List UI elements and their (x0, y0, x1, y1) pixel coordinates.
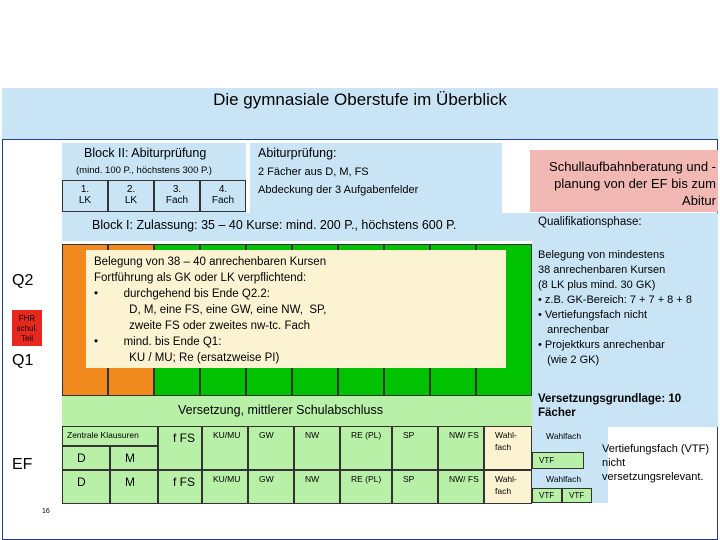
ef-cell: KU/MU (202, 426, 248, 470)
qualiphase-line: • Vertiefungsfach nicht (538, 309, 648, 321)
qualiphase-line: (wie 2 GK) (538, 354, 600, 366)
ef-grid (62, 426, 610, 504)
qualiphase-line: 38 anrechenbaren Kursen (538, 264, 666, 276)
beratung-text: Schullaufbahnberatung und -planung von der EF bis zum Abitur (549, 159, 716, 208)
fhr-badge: FHR schul. Teil (12, 310, 42, 346)
wahlfach-label-2: Wahlfach (546, 474, 582, 484)
block2-heading: Block II: Abiturprüfung (84, 146, 207, 160)
ef-cell: GW (248, 426, 294, 470)
center-note-line: KU / MU; Re (ersatzweise PI) (94, 352, 280, 364)
vtf-cell-3: VTF (562, 488, 592, 503)
ef-cell: M (110, 446, 158, 470)
page-title: Die gymnasiale Oberstufe im Überblick (213, 90, 507, 109)
vertiefung-note: Vertiefungsfach (VTF) nicht versetzungsrelevant. (602, 443, 709, 483)
ef-cell: f FS (158, 426, 202, 470)
ef-cell: Wahl-fach (484, 470, 532, 504)
ef-cell: Wahl-fach (484, 426, 532, 470)
abitur-heading: Abiturprüfung: (258, 146, 337, 160)
block2-sub: (mind. 100 P., höchstens 300 P.) (76, 165, 212, 176)
qualiphase-heading: Qualifikationsphase: (538, 216, 642, 228)
qualiphase-line: Belegung von mindestens (538, 249, 665, 261)
ef-cell: KU/MU (202, 470, 248, 504)
abitur-line1: 2 Fächer aus D, M, FS (258, 166, 369, 178)
center-note-line: Belegung von 38 – 40 anrechenbaren Kursen (94, 256, 327, 268)
wahlfach-label-1: Wahlfach (546, 431, 582, 441)
zentrale-klausuren: Zentrale Klausuren (62, 426, 158, 446)
ef-cell: M (110, 470, 158, 504)
vtf-cell-2: VTF (532, 488, 562, 503)
qualiphase-line: (8 LK plus mind. 30 GK) (538, 279, 656, 291)
ef-cell: SP (392, 470, 438, 504)
center-note-line: Fortführung als GK oder LK verpflichtend: (94, 272, 307, 284)
ef-cell: SP (392, 426, 438, 470)
versetzung-label: Versetzung, mittlerer Schulabschluss (178, 403, 383, 417)
center-note-line: D, M, eine FS, eine GW, eine NW, SP, (94, 304, 327, 316)
abitur-line2: Abdeckung der 3 Aufgabenfelder (258, 184, 419, 196)
label-ef: EF (12, 456, 33, 473)
ef-cell: D (62, 446, 110, 470)
ef-cell: f FS (158, 470, 202, 504)
ef-cell: NW/ FS (438, 426, 484, 470)
ef-cell: NW (294, 426, 340, 470)
versetzungsgrundlage-text: Versetzungsgrundlage: 10 Fächer (538, 393, 682, 419)
qualiphase-line: • z.B. GK-Bereich: 7 + 7 + 8 + 8 (538, 294, 692, 306)
ef-cell: RE (PL) (340, 426, 392, 470)
ef-cell: GW (248, 470, 294, 504)
block2-col-2: 2. LK (108, 180, 154, 212)
label-q2: Q2 (12, 272, 34, 289)
center-note-line: zweite FS oder zweites nw-tc. Fach (94, 320, 311, 332)
page-number: 16 (42, 508, 50, 515)
ef-cell: D (62, 470, 110, 504)
qualiphase-line: anrechenbar (538, 324, 609, 336)
block2-col-4: 4. Fach (200, 180, 246, 212)
ef-cell: RE (PL) (340, 470, 392, 504)
qualiphase-lines (538, 248, 692, 368)
block2-col-1: 1. LK (62, 180, 108, 212)
label-q1: Q1 (12, 352, 34, 369)
block1-label: Block I: Zulassung: 35 – 40 Kurse: mind. 200 P., höchstens 600 P. (92, 218, 457, 232)
ef-cell: NW (294, 470, 340, 504)
center-note (86, 250, 506, 368)
center-note-line: • durchgehend bis Ende Q2.2: (94, 288, 270, 300)
vtf-cell-1: VTF (532, 452, 584, 469)
center-note-line: • mind. bis Ende Q1: (94, 336, 222, 348)
block2-col-3: 3. Fach (154, 180, 200, 212)
ef-cell: NW/ FS (438, 470, 484, 504)
qualiphase-line: • Projektkurs anrechenbar (538, 339, 665, 351)
